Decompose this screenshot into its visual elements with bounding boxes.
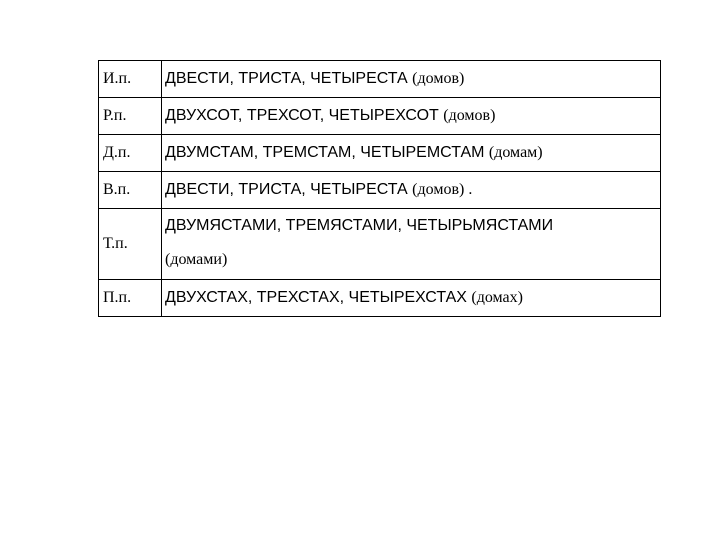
case-label: И.п. xyxy=(99,61,162,98)
noun-form: (домов) xyxy=(443,107,496,124)
case-label: Д.п. xyxy=(99,135,162,172)
table-row xyxy=(99,135,661,172)
numeral-forms xyxy=(162,135,661,172)
case-label: В.п. xyxy=(99,172,162,209)
table-row xyxy=(99,172,661,209)
case-label: П.п. xyxy=(99,280,162,317)
table-row xyxy=(99,61,661,98)
numeral-forms xyxy=(162,61,661,98)
numeral-text: ДВУМСТАМ, ТРЕМСТАМ, ЧЕТЫРЕМСТАМ xyxy=(165,144,485,161)
numeral-text: ДВУХСТАХ, ТРЕХСТАХ, ЧЕТЫРЕХСТАХ xyxy=(165,289,467,306)
numeral-forms xyxy=(162,280,661,317)
table-row xyxy=(99,280,661,317)
case-label: Т.п. xyxy=(99,209,162,280)
numeral-text: ДВУХСОТ, ТРЕХСОТ, ЧЕТЫРЕХСОТ xyxy=(165,107,439,124)
noun-form: (домами) xyxy=(165,251,228,268)
numeral-text: ДВЕСТИ, ТРИСТА, ЧЕТЫРЕСТА xyxy=(165,70,408,87)
table-row xyxy=(99,98,661,135)
numeral-text: ДВЕСТИ, ТРИСТА, ЧЕТЫРЕСТА xyxy=(165,181,408,198)
declension-table xyxy=(98,60,661,317)
noun-form: (домам) xyxy=(488,144,543,161)
noun-form: (домах) xyxy=(471,289,523,306)
numeral-forms xyxy=(162,98,661,135)
numeral-forms xyxy=(162,172,661,209)
numeral-forms xyxy=(162,209,661,280)
noun-form: (домов) . xyxy=(412,181,473,198)
noun-form: (домов) xyxy=(412,70,465,87)
numeral-text: ДВУМЯСТАМИ, ТРЕМЯСТАМИ, ЧЕТЫРЬМЯСТАМИ xyxy=(165,217,554,234)
case-label: Р.п. xyxy=(99,98,162,135)
table-row xyxy=(99,209,661,280)
